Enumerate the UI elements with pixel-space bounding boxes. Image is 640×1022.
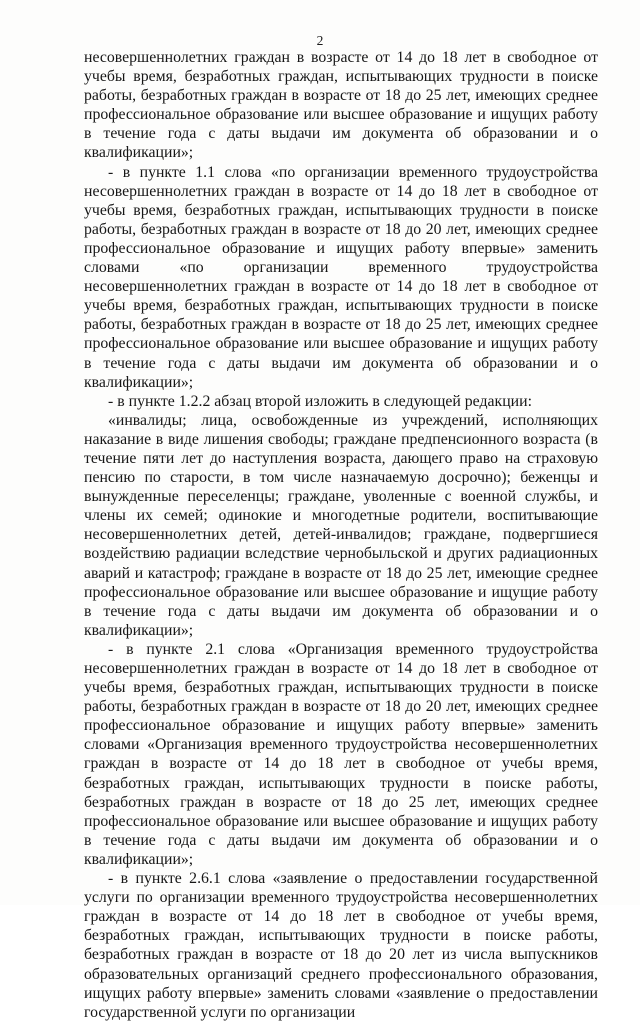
paragraph-amendment-1-2-2: - в пункте 1.2.2 абзац второй изложить в следующей редакции: [108,392,532,410]
paragraph-amendment-2-6-1: - в пункте 2.6.1 слова «заявление о предоставлении государственной услуги по организации временного трудоустройства несовершеннолетних граждан в возрасте от 14 до 18 лет в свободное от учебы время, безработных граждан, испытывающих трудности в поиске работы, безработных граждан в возрасте от 18 до 20 лет из числа выпускников образовательных организаций среднего профессионального образования, ищущих работу впервые» заменить словами «заявление о предоставлении государственной услуги по организации [84,870,598,1021]
paragraph-amendment-1-1: - в пункте 1.1 слова «по организации временного трудоустройства несовершеннолетних граждан в возрасте от 14 до 18 лет в свободное от учебы время, безработных граждан, испытывающих трудности в поиске работы, безработных граждан в возрасте от 18 до 20 лет, имеющих среднее профессиональное образование и ищущих работу впервые» заменить словами «по организации временного трудоустройства несовершеннолетних граждан в возрасте от 14 до 18 лет в свободное от учебы время, безработных граждан, испытывающих трудности в поиске работы, безработных граждан в возрасте от 18 до 25 лет, имеющих среднее профессиональное образование или высшее образование и ищущих работу в течение года с даты выдачи им документа об образовании и о квалификации»; [84,163,598,391]
page-number: 2 [316,33,324,48]
document-body [84,48,598,1022]
paragraph-new-wording: «инвалиды; лица, освобожденные из учреждений, исполняющих наказание в виде лишения свободы; граждане предпенсионного возраста (в течение пяти лет до наступления возраста, дающего право на страховую пенсию по старости, в том числе назначаемую досрочно); беженцы и вынужденные переселенцы; граждане, уволенные с военной службы, и члены их семей; одинокие и многодетные родители, воспитывающие несовершеннолетних детей, детей-инвалидов; граждане, подвергшиеся воздействию радиации вследствие чернобыльской и других радиационных аварий и катастроф; граждане в возрасте от 18 до 25 лет, имеющие среднее профессиональное образование или высшее образование и ищущие работу в течение года с даты выдачи им документа об образовании и о квалификации»; [84,411,598,639]
paragraph-amendment-2-1: - в пункте 2.1 слова «Организация временного трудоустройства несовершеннолетних граждан в возрасте от 14 до 18 лет в свободное от учебы время, безработных граждан, испытывающих трудности в поиске работы, безработных граждан в возрасте от 18 до 20 лет, имеющих среднее профессиональное образование и ищущих работу впервые» заменить словами «Организация временного трудоустройства несовершеннолетних граждан в возрасте от 14 до 18 лет в свободное от учебы время, безработных граждан, испытывающих трудности в поиске работы, безработных граждан в возрасте от 18 до 25 лет, имеющих среднее профессиональное образование или высшее образование и ищущих работу в течение года с даты выдачи им документа об образовании и о квалификации»; [84,640,598,868]
paragraph-continuation: несовершеннолетних граждан в возрасте от 14 до 18 лет в свободное от учебы время, безработных граждан, испытывающих трудности в поиске работы, безработных граждан в возрасте от 18 до 25 лет, имеющих среднее профессиональное образование или высшее образование и ищущих работу в течение года с даты выдачи им документа об образовании и о квалификации»; [84,49,598,162]
